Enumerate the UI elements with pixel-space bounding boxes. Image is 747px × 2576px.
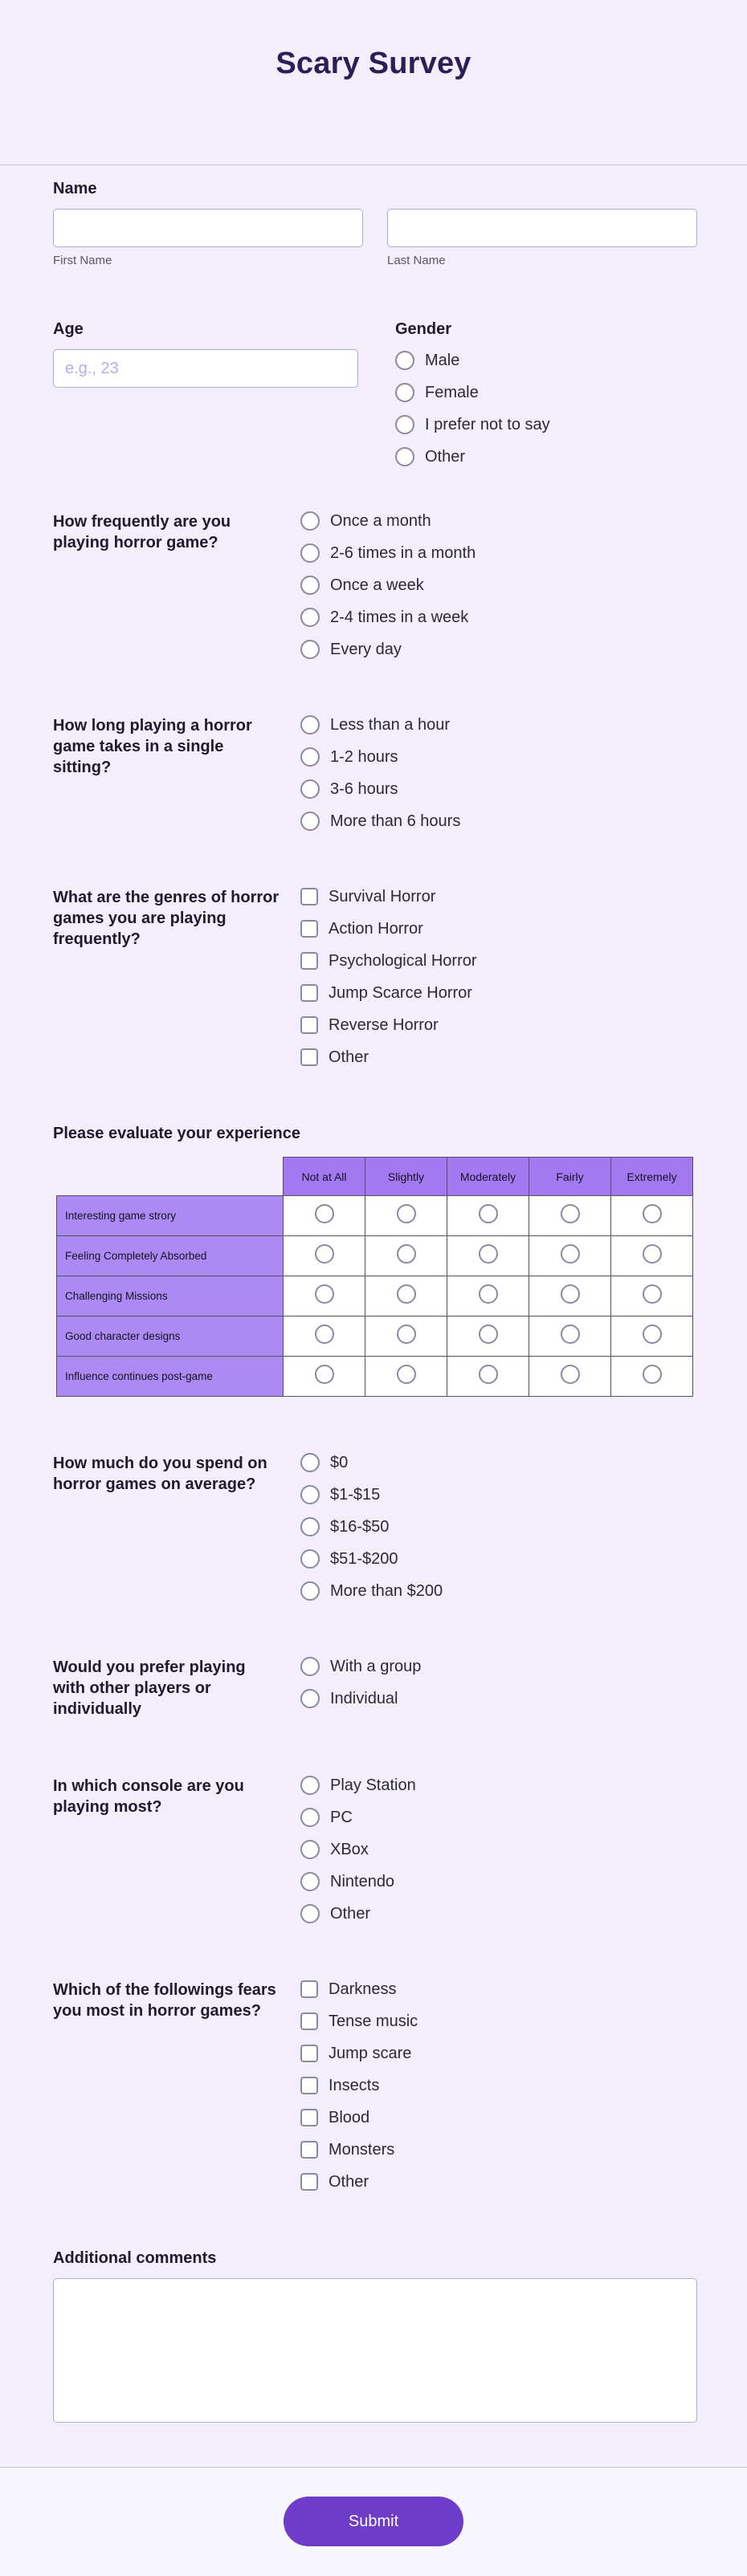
radio-option[interactable] [300, 1517, 443, 1536]
duration-options [300, 715, 460, 831]
matrix-cell[interactable] [365, 1316, 447, 1357]
matrix-column-header: Fairly [529, 1158, 611, 1196]
matrix-row-label: Influence continues post-game [57, 1357, 284, 1397]
fears-label: Which of the followings fears you most in horror games? [53, 1981, 276, 2020]
matrix-column-header: Extremely [611, 1158, 693, 1196]
radio-button-icon[interactable] [300, 1453, 320, 1472]
matrix-cell[interactable] [447, 1357, 529, 1397]
radio-button-icon[interactable] [300, 608, 320, 627]
matrix-row-label: Challenging Missions [57, 1276, 284, 1316]
radio-button-icon[interactable] [300, 1904, 320, 1923]
duration-label: How long playing a horror game takes in a single sitting? [53, 717, 252, 776]
radio-button-icon[interactable] [300, 1840, 320, 1859]
checkbox-icon[interactable] [300, 888, 318, 905]
radio-button-icon[interactable] [300, 511, 320, 531]
radio-button-icon[interactable] [300, 1549, 320, 1569]
radio-button-icon[interactable] [315, 1284, 334, 1304]
radio-button-icon[interactable] [561, 1244, 580, 1264]
radio-button-icon[interactable] [300, 715, 320, 735]
radio-option[interactable] [300, 715, 460, 735]
matrix-column-header: Slightly [365, 1158, 447, 1196]
matrix-row-label: Interesting game strory [57, 1196, 284, 1236]
radio-button-icon[interactable] [300, 1872, 320, 1891]
radio-option[interactable] [300, 1657, 421, 1676]
checkbox-option[interactable] [300, 2044, 418, 2063]
radio-button-icon[interactable] [300, 1517, 320, 1536]
matrix-cell[interactable] [284, 1196, 365, 1236]
radio-option-label: Male [425, 352, 460, 369]
matrix-cell[interactable] [529, 1276, 611, 1316]
radio-button-icon[interactable] [397, 1204, 416, 1223]
radio-option-label: More than $200 [330, 1582, 443, 1600]
matrix-cell[interactable] [611, 1196, 693, 1236]
submit-button[interactable]: Submit [284, 2497, 463, 2546]
radio-option[interactable] [395, 383, 697, 402]
frequency-label: How frequently are you playing horror game? [53, 513, 231, 551]
matrix-cell[interactable] [611, 1276, 693, 1316]
radio-option[interactable] [300, 812, 460, 831]
radio-button-icon[interactable] [300, 576, 320, 595]
checkbox-option-label: Survival Horror [329, 888, 436, 905]
checkbox-icon[interactable] [300, 984, 318, 1002]
last-name-input[interactable] [387, 209, 697, 247]
radio-option[interactable] [300, 1776, 416, 1795]
preference-label: Would you prefer playing with other players or individually [53, 1658, 246, 1718]
radio-option-label: With a group [330, 1658, 422, 1675]
radio-button-icon[interactable] [300, 1581, 320, 1601]
radio-option-label: $51-$200 [330, 1550, 398, 1568]
radio-button-icon[interactable] [561, 1325, 580, 1344]
fears-options [300, 1980, 418, 2191]
first-name-field [53, 209, 363, 267]
matrix-row [57, 1357, 693, 1397]
radio-option[interactable] [395, 415, 697, 434]
radio-button-icon[interactable] [397, 1284, 416, 1304]
radio-button-icon[interactable] [561, 1365, 580, 1384]
radio-option-label: $0 [330, 1454, 349, 1471]
genres-label: What are the genres of horror games you are playing frequently? [53, 889, 280, 948]
radio-option-label: 3-6 hours [330, 780, 398, 798]
matrix-cell[interactable] [529, 1196, 611, 1236]
radio-option-label: PC [330, 1809, 353, 1826]
radio-button-icon[interactable] [643, 1244, 662, 1264]
radio-button-icon[interactable] [479, 1204, 498, 1223]
matrix-row [57, 1276, 693, 1316]
radio-option[interactable] [300, 779, 460, 799]
spend-question [53, 1453, 697, 1601]
radio-button-icon[interactable] [300, 779, 320, 799]
evaluation-section [53, 1123, 697, 1397]
checkbox-option[interactable] [300, 951, 477, 971]
matrix-cell[interactable] [447, 1196, 529, 1236]
radio-option[interactable] [300, 1485, 443, 1504]
radio-button-icon[interactable] [300, 640, 320, 659]
console-options [300, 1776, 416, 1923]
matrix-column-header: Moderately [447, 1158, 529, 1196]
radio-option-label: 2-4 times in a week [330, 608, 469, 626]
radio-option[interactable] [300, 608, 476, 627]
radio-option-label: Female [425, 384, 479, 401]
radio-button-icon[interactable] [479, 1244, 498, 1264]
checkbox-option-label: Other [329, 2173, 369, 2191]
last-name-field [387, 209, 697, 267]
checkbox-option-label: Psychological Horror [329, 952, 477, 970]
age-field [53, 319, 358, 466]
radio-option[interactable] [300, 1453, 443, 1472]
radio-button-icon[interactable] [300, 1485, 320, 1504]
radio-option-label: I prefer not to say [425, 416, 550, 433]
radio-button-icon[interactable] [395, 351, 414, 370]
checkbox-option[interactable] [300, 2012, 418, 2031]
radio-option[interactable] [300, 1840, 416, 1859]
radio-button-icon[interactable] [397, 1325, 416, 1344]
comments-label: Additional comments [53, 2249, 217, 2267]
matrix-cell[interactable] [447, 1236, 529, 1276]
checkbox-icon[interactable] [300, 2045, 318, 2062]
checkbox-option-label: Other [329, 1048, 369, 1066]
radio-option-label: Every day [330, 641, 402, 658]
radio-option[interactable] [300, 1872, 416, 1891]
matrix-cell[interactable] [611, 1316, 693, 1357]
checkbox-icon[interactable] [300, 1048, 318, 1066]
checkbox-icon[interactable] [300, 1980, 318, 1998]
checkbox-icon[interactable] [300, 2077, 318, 2094]
matrix-cell[interactable] [365, 1196, 447, 1236]
name-section [53, 178, 697, 267]
radio-option[interactable] [300, 511, 476, 531]
radio-option-label: Other [330, 1905, 371, 1923]
checkbox-icon[interactable] [300, 920, 318, 938]
console-label: In which console are you playing most? [53, 1777, 244, 1816]
radio-option[interactable] [300, 1549, 443, 1569]
gender-label: Gender [395, 320, 452, 338]
matrix-cell[interactable] [611, 1357, 693, 1397]
fears-question [53, 1980, 697, 2191]
comments-textarea[interactable] [53, 2278, 697, 2423]
radio-option-label: Other [425, 448, 466, 466]
checkbox-option[interactable] [300, 887, 477, 906]
radio-button-icon[interactable] [300, 1808, 320, 1827]
radio-option[interactable] [395, 447, 697, 466]
matrix-cell[interactable] [284, 1357, 365, 1397]
radio-option-label: Once a month [330, 512, 431, 530]
gender-field [395, 319, 697, 466]
genres-question [53, 887, 697, 1067]
checkbox-option-label: Action Horror [329, 920, 423, 938]
matrix-row [57, 1236, 693, 1276]
spend-options [300, 1453, 443, 1601]
radio-button-icon[interactable] [397, 1365, 416, 1384]
radio-option-label: $16-$50 [330, 1518, 390, 1536]
matrix-cell[interactable] [447, 1316, 529, 1357]
checkbox-option[interactable] [300, 2108, 418, 2127]
radio-option-label: 1-2 hours [330, 748, 398, 766]
checkbox-icon[interactable] [300, 2109, 318, 2126]
frequency-options [300, 511, 476, 659]
radio-button-icon[interactable] [395, 383, 414, 402]
radio-button-icon[interactable] [300, 812, 320, 831]
checkbox-option-label: Blood [329, 2109, 370, 2126]
matrix-cell[interactable] [365, 1357, 447, 1397]
matrix-row-label: Feeling Completely Absorbed [57, 1236, 284, 1276]
radio-button-icon[interactable] [315, 1204, 334, 1223]
matrix-cell[interactable] [447, 1276, 529, 1316]
checkbox-option-label: Tense music [329, 2012, 418, 2030]
radio-option[interactable] [300, 1808, 416, 1827]
matrix-corner-cell [57, 1158, 284, 1196]
radio-button-icon[interactable] [300, 747, 320, 767]
radio-button-icon[interactable] [561, 1204, 580, 1223]
name-grid [53, 209, 697, 267]
name-label: Name [53, 180, 97, 197]
matrix-cell[interactable] [365, 1236, 447, 1276]
preference-options [300, 1657, 421, 1719]
matrix-cell[interactable] [529, 1316, 611, 1357]
radio-button-icon[interactable] [395, 415, 414, 434]
radio-button-icon[interactable] [300, 1657, 320, 1676]
checkbox-option-label: Jump scare [329, 2045, 412, 2062]
radio-option[interactable] [395, 351, 697, 370]
radio-button-icon[interactable] [643, 1284, 662, 1304]
matrix-column-header: Not at All [284, 1158, 365, 1196]
last-name-sublabel: Last Name [387, 254, 446, 267]
radio-option[interactable] [300, 640, 476, 659]
checkbox-option-label: Monsters [329, 2141, 395, 2159]
radio-button-icon[interactable] [561, 1284, 580, 1304]
checkbox-icon[interactable] [300, 952, 318, 970]
duration-question [53, 715, 697, 831]
age-gender-section [53, 319, 697, 466]
radio-button-icon[interactable] [315, 1244, 334, 1264]
matrix-cell[interactable] [284, 1236, 365, 1276]
evaluation-matrix [56, 1157, 693, 1397]
checkbox-option[interactable] [300, 983, 477, 1003]
radio-button-icon[interactable] [479, 1365, 498, 1384]
gender-options [395, 351, 697, 466]
radio-option[interactable] [300, 543, 476, 563]
form-footer [0, 2467, 747, 2576]
matrix-cell[interactable] [284, 1276, 365, 1316]
radio-option-label: Once a week [330, 576, 424, 594]
radio-button-icon[interactable] [315, 1365, 334, 1384]
checkbox-option[interactable] [300, 1048, 477, 1067]
form-title: Scary Survey [276, 47, 471, 80]
radio-button-icon[interactable] [479, 1325, 498, 1344]
radio-option-label: 2-6 times in a month [330, 544, 476, 562]
checkbox-icon[interactable] [300, 2012, 318, 2030]
checkbox-option-label: Reverse Horror [329, 1016, 439, 1034]
radio-button-icon[interactable] [300, 543, 320, 563]
console-question [53, 1776, 697, 1923]
radio-button-icon[interactable] [300, 1689, 320, 1708]
checkbox-option[interactable] [300, 1980, 418, 1999]
radio-button-icon[interactable] [397, 1244, 416, 1264]
radio-button-icon[interactable] [479, 1284, 498, 1304]
radio-option[interactable] [300, 1689, 421, 1708]
radio-option-label: Play Station [330, 1776, 416, 1794]
checkbox-option-label: Darkness [329, 1980, 397, 1998]
matrix-row-label: Good character designs [57, 1316, 284, 1357]
frequency-question [53, 511, 697, 659]
checkbox-icon[interactable] [300, 2141, 318, 2159]
matrix-cell[interactable] [529, 1357, 611, 1397]
radio-button-icon[interactable] [300, 1776, 320, 1795]
matrix-header-row [57, 1158, 693, 1196]
radio-button-icon[interactable] [315, 1325, 334, 1344]
radio-button-icon[interactable] [643, 1325, 662, 1344]
checkbox-option-label: Jump Scarce Horror [329, 984, 472, 1002]
matrix-row [57, 1196, 693, 1236]
checkbox-option[interactable] [300, 2076, 418, 2095]
radio-option-label: Nintendo [330, 1873, 395, 1890]
preference-question [53, 1657, 697, 1719]
checkbox-option[interactable] [300, 919, 477, 938]
radio-option[interactable] [300, 576, 476, 595]
radio-button-icon[interactable] [643, 1365, 662, 1384]
checkbox-icon[interactable] [300, 1016, 318, 1034]
form-header [0, 0, 747, 165]
comments-section [53, 2248, 697, 2427]
checkbox-option[interactable] [300, 1015, 477, 1035]
radio-option[interactable] [300, 747, 460, 767]
radio-option-label: More than 6 hours [330, 812, 461, 830]
form-body [0, 165, 747, 2467]
radio-option[interactable] [300, 1581, 443, 1601]
genres-options [300, 887, 477, 1067]
matrix-cell[interactable] [365, 1276, 447, 1316]
checkbox-option[interactable] [300, 2172, 418, 2191]
matrix-cell[interactable] [611, 1236, 693, 1276]
radio-option-label: Less than a hour [330, 716, 450, 734]
checkbox-option-label: Insects [329, 2077, 380, 2094]
radio-option-label: XBox [330, 1841, 369, 1858]
checkbox-option[interactable] [300, 2140, 418, 2159]
first-name-sublabel: First Name [53, 254, 112, 267]
matrix-cell[interactable] [284, 1316, 365, 1357]
radio-option[interactable] [300, 1904, 416, 1923]
age-input[interactable] [53, 349, 358, 388]
checkbox-icon[interactable] [300, 2173, 318, 2191]
radio-option-label: $1-$15 [330, 1486, 381, 1504]
first-name-input[interactable] [53, 209, 363, 247]
age-label: Age [53, 320, 84, 338]
matrix-row [57, 1316, 693, 1357]
radio-option-label: Individual [330, 1690, 398, 1707]
evaluation-label: Please evaluate your experience [53, 1125, 300, 1142]
radio-button-icon[interactable] [395, 447, 414, 466]
spend-label: How much do you spend on horror games on average? [53, 1455, 267, 1493]
radio-button-icon[interactable] [643, 1204, 662, 1223]
matrix-cell[interactable] [529, 1236, 611, 1276]
